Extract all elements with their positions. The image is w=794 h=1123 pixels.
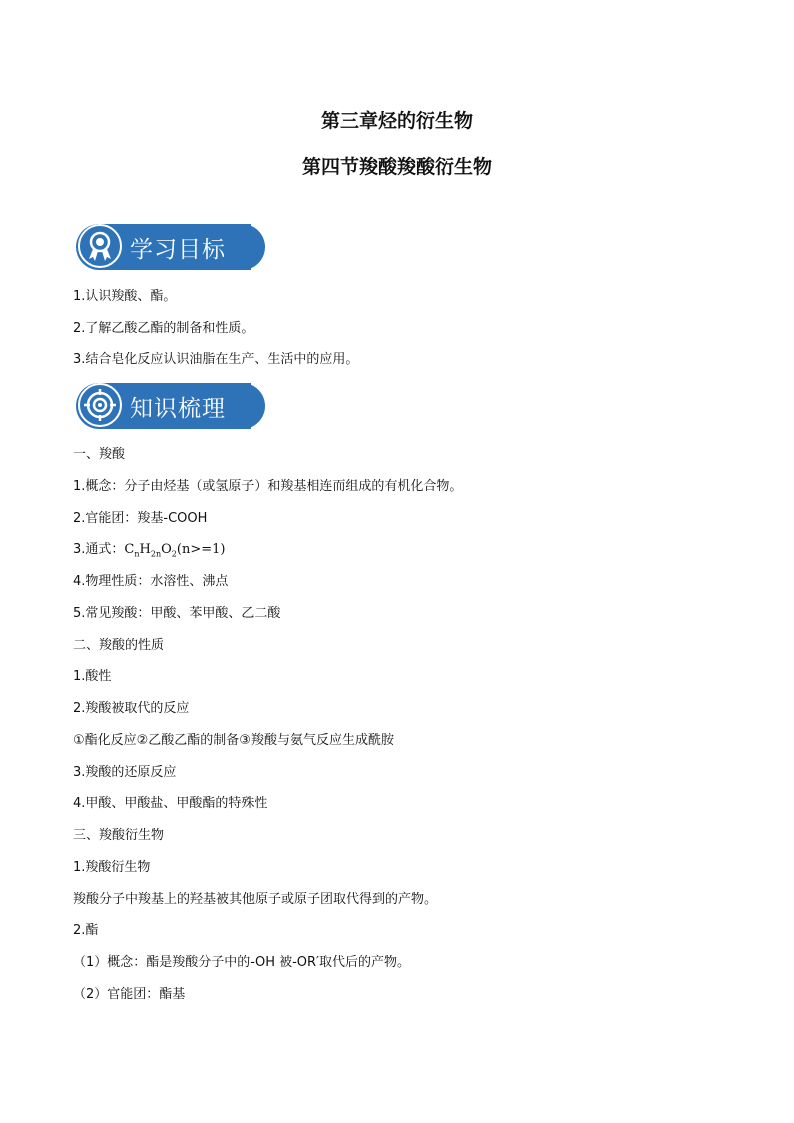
text-line: 4.物理性质：水溶性、沸点 bbox=[73, 574, 229, 589]
text-line: 2.官能团：羧基-COOH bbox=[73, 511, 208, 526]
text-line: （2）官能团：酯基 bbox=[73, 987, 186, 1002]
text-line: 5.常见羧酸：甲酸、苯甲酸、乙二酸 bbox=[73, 606, 281, 621]
objective-item: 1.认识羧酸、酯。 bbox=[73, 289, 177, 304]
objective-item: 2.了解乙酸乙酯的制备和性质。 bbox=[73, 321, 255, 336]
text-line: ①酯化反应②乙酸乙酯的制备③羧酸与氨气反应生成酰胺 bbox=[73, 733, 394, 748]
text-line: 2.羧酸被取代的反应 bbox=[73, 701, 190, 716]
banner-label: 知识梳理 bbox=[130, 396, 226, 422]
text-line: （1）概念：酯是羧酸分子中的-OH 被-OR′取代后的产物。 bbox=[73, 955, 411, 970]
target-icon bbox=[78, 383, 122, 427]
text-line: 2.酯 bbox=[73, 923, 99, 938]
text-line: 羧酸分子中羧基上的羟基被其他原子或原子团取代得到的产物。 bbox=[73, 892, 438, 907]
text-line: 3.羧酸的还原反应 bbox=[73, 765, 177, 780]
learning-objectives-banner bbox=[76, 224, 251, 270]
text-line: 1.概念：分子由烃基（或氢原子）和羧基相连而组成的有机化合物。 bbox=[73, 479, 463, 494]
text-line: 1.羧酸衍生物 bbox=[73, 860, 151, 875]
section-title: 第四节羧酸羧酸衍生物 bbox=[301, 156, 492, 178]
banner-label: 学习目标 bbox=[130, 237, 226, 263]
text-line: 4.甲酸、甲酸盐、甲酸酯的特殊性 bbox=[73, 796, 268, 811]
section-heading: 一、羧酸 bbox=[73, 447, 126, 462]
section-heading: 二、羧酸的性质 bbox=[73, 638, 165, 653]
section-heading: 三、羧酸衍生物 bbox=[73, 828, 165, 843]
objective-item: 3.结合皂化反应认识油脂在生产、生活中的应用。 bbox=[73, 352, 359, 367]
text-line: 1.酸性 bbox=[73, 669, 112, 684]
award-ribbon-icon bbox=[78, 224, 122, 268]
chapter-title: 第三章烃的衍生物 bbox=[320, 110, 473, 132]
knowledge-summary-banner bbox=[76, 383, 251, 429]
general-formula-line: 3.通式：$C_nH_{2n}O_2(n>=1)$ bbox=[73, 542, 226, 559]
